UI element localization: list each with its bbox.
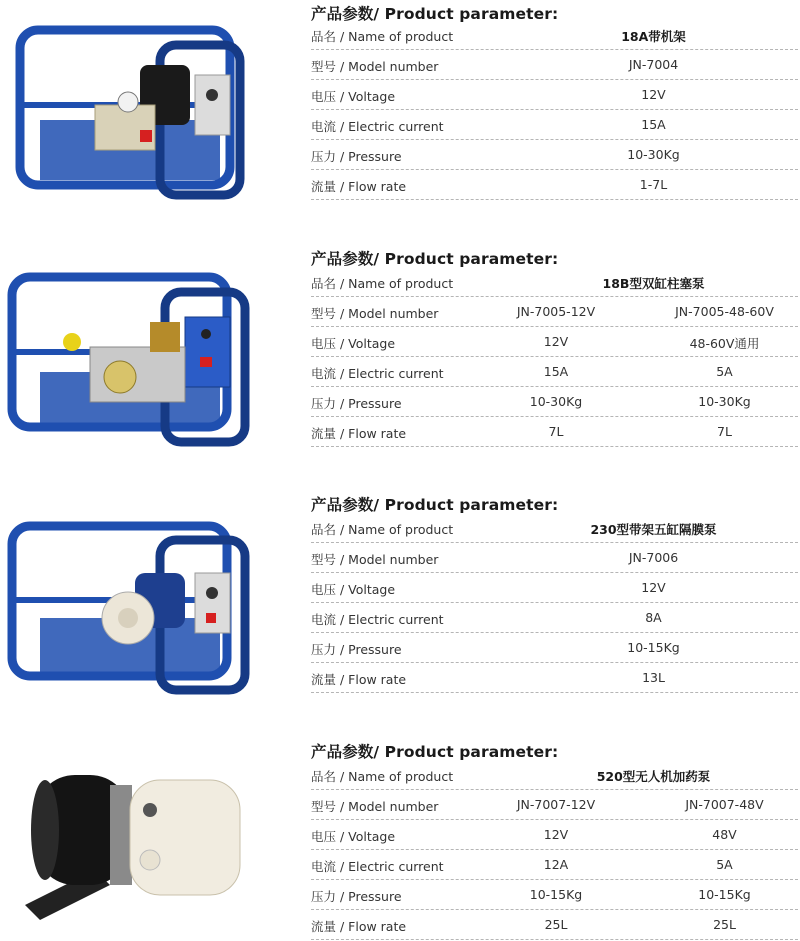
product-name: 18B型双缸柱塞泵 — [602, 276, 705, 291]
model-value: JN-7004 — [628, 57, 679, 72]
product-image-18a-frame-pump — [0, 10, 260, 210]
model-value-1: JN-7005-12V — [516, 304, 596, 319]
row-label: 压力 / Pressure — [311, 396, 402, 411]
parameter-table — [311, 267, 798, 447]
pressure-value-2: 10-30Kg — [698, 394, 751, 409]
table-row-voltage — [311, 820, 798, 850]
table-row-flow — [311, 417, 798, 447]
table-row-pressure — [311, 880, 798, 910]
row-label: 压力 / Pressure — [311, 642, 402, 657]
table-row-pressure — [311, 387, 798, 417]
table-row-voltage — [311, 80, 798, 110]
table-row-name — [311, 267, 798, 297]
current-value: 15A — [641, 117, 666, 132]
table-row-model — [311, 297, 798, 327]
row-label: 流量 / Flow rate — [311, 179, 407, 194]
parameter-table — [311, 513, 798, 693]
product-image-230-diaphragm-pump — [0, 508, 260, 698]
model-value-2: JN-7007-48V — [685, 797, 764, 812]
parameter-table — [311, 20, 798, 200]
current-value-1: 12A — [543, 857, 569, 872]
table-row-voltage — [311, 573, 798, 603]
section-heading: 产品参数/ Product parameter: — [311, 250, 559, 268]
flow-value: 13L — [642, 670, 665, 685]
voltage-value-2: 48-60V通用 — [689, 336, 760, 351]
flow-value-2: 25L — [713, 917, 736, 932]
table-row-model — [311, 790, 798, 820]
pressure-value-1: 10-15Kg — [529, 887, 583, 902]
row-label: 压力 / Pressure — [311, 889, 402, 904]
voltage-value-2: 48V — [712, 827, 737, 842]
flow-value-2: 7L — [717, 424, 732, 439]
current-value-2: 5A — [716, 857, 733, 872]
row-label: 型号 / Model number — [311, 59, 439, 74]
voltage-value: 12V — [641, 87, 666, 102]
table-row-current — [311, 850, 798, 880]
section-heading: 产品参数/ Product parameter: — [311, 496, 559, 514]
row-label: 品名 / Name of product — [311, 276, 454, 291]
current-value-1: 15A — [543, 364, 569, 379]
section-heading: 产品参数/ Product parameter: — [311, 743, 559, 761]
table-row-current — [311, 110, 798, 140]
row-label: 品名 / Name of product — [311, 769, 454, 784]
table-row-current — [311, 603, 798, 633]
flow-value-1: 25L — [544, 917, 568, 932]
row-label: 型号 / Model number — [311, 799, 439, 814]
table-row-flow — [311, 170, 798, 200]
table-row-pressure — [311, 140, 798, 170]
row-label: 电流 / Electric current — [311, 366, 444, 381]
table-row-name — [311, 760, 798, 790]
row-label: 型号 / Model number — [311, 306, 439, 321]
row-label: 品名 / Name of product — [311, 522, 454, 537]
row-label: 流量 / Flow rate — [311, 426, 407, 441]
model-value-1: JN-7007-12V — [516, 797, 596, 812]
voltage-value: 12V — [641, 580, 666, 595]
pressure-value: 10-15Kg — [627, 640, 680, 655]
row-label: 电流 / Electric current — [311, 119, 444, 134]
table-row-pressure — [311, 633, 798, 663]
row-label: 型号 / Model number — [311, 552, 439, 567]
row-label: 电流 / Electric current — [311, 859, 444, 874]
product-name: 230型带架五缸隔膜泵 — [590, 522, 717, 537]
row-label: 品名 / Name of product — [311, 29, 454, 44]
parameter-table — [311, 760, 798, 940]
table-row-current — [311, 357, 798, 387]
row-label: 电压 / Voltage — [311, 829, 396, 844]
voltage-value-1: 12V — [543, 827, 569, 842]
flow-value: 1-7L — [639, 177, 668, 192]
table-row-name — [311, 20, 798, 50]
product-name: 18A带机架 — [621, 29, 686, 44]
row-label: 电压 / Voltage — [311, 89, 396, 104]
pressure-value-2: 10-15Kg — [698, 887, 751, 902]
section-heading: 产品参数/ Product parameter: — [311, 5, 559, 23]
product-image-520-drone-pump — [0, 755, 260, 940]
product-image-18b-plunger-pump — [0, 262, 260, 452]
flow-value-1: 7L — [548, 424, 564, 439]
row-label: 流量 / Flow rate — [311, 672, 407, 687]
table-row-voltage — [311, 327, 798, 357]
current-value-2: 5A — [716, 364, 733, 379]
table-row-name — [311, 513, 798, 543]
table-row-model — [311, 50, 798, 80]
table-row-flow — [311, 663, 798, 693]
voltage-value-1: 12V — [543, 334, 569, 349]
model-value-2: JN-7005-48-60V — [675, 304, 774, 319]
current-value: 8A — [645, 610, 662, 625]
table-row-model — [311, 543, 798, 573]
row-label: 电压 / Voltage — [311, 582, 396, 597]
product-name: 520型无人机加药泵 — [596, 769, 711, 784]
row-label: 电压 / Voltage — [311, 336, 396, 351]
table-row-flow — [311, 910, 798, 940]
pressure-value-1: 10-30Kg — [529, 394, 583, 409]
row-label: 电流 / Electric current — [311, 612, 444, 627]
pressure-value: 10-30Kg — [627, 147, 680, 162]
row-label: 流量 / Flow rate — [311, 919, 407, 934]
model-value: JN-7006 — [628, 550, 679, 565]
row-label: 压力 / Pressure — [311, 149, 402, 164]
